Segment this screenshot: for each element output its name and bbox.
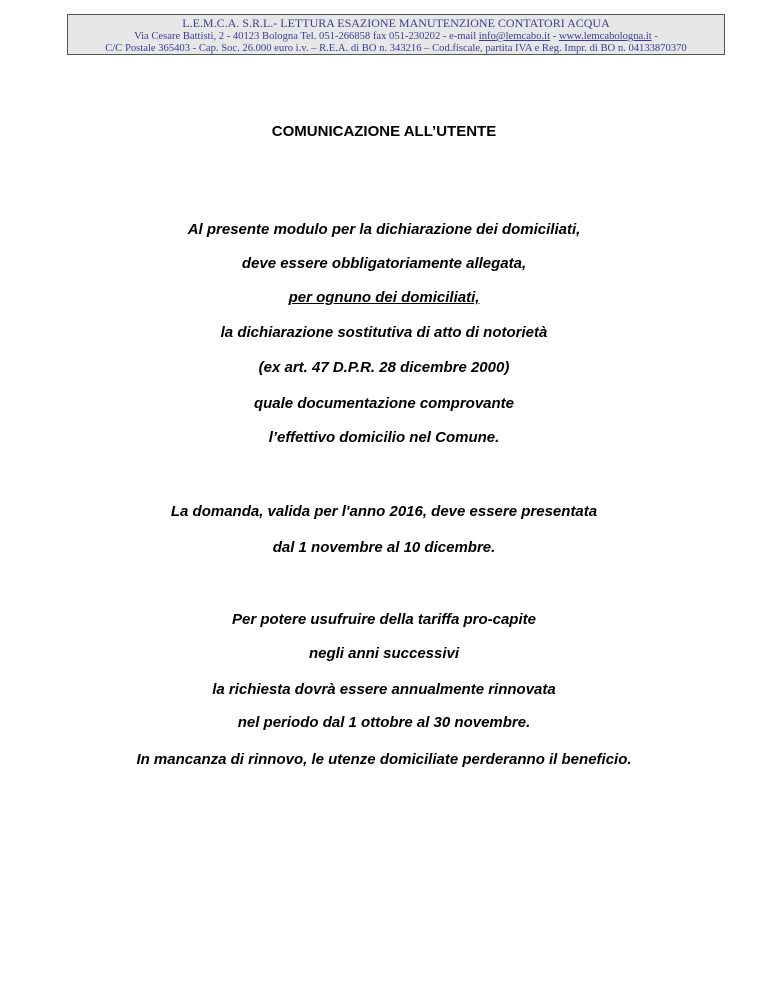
company-registry: C/C Postale 365403 - Cap. Soc. 26.000 euro i.v. – R.E.A. di BO n. 343216 – Cod.fiscale, partita IVA e Reg. Impr. di BO n. 04133870370 bbox=[105, 43, 687, 54]
renewal-line: In mancanza di rinnovo, le utenze domiciliate perderanno il beneficio. bbox=[136, 751, 632, 768]
underlined-text: per ognuno dei domiciliati, bbox=[288, 289, 480, 306]
letterhead bbox=[67, 14, 725, 55]
address-text: Via Cesare Battisti, 2 - 40123 Bologna Tel. 051-266858 fax 051-230202 - e-mail bbox=[134, 31, 479, 42]
page-title: COMUNICAZIONE ALL’UTENTE bbox=[271, 123, 497, 140]
deadline-line: dal 1 novembre al 10 dicembre. bbox=[272, 539, 496, 556]
notice-line: la dichiarazione sostitutiva di atto di notorietà bbox=[220, 324, 548, 341]
notice-line: quale documentazione comprovante bbox=[253, 395, 515, 412]
notice-line: Al presente modulo per la dichiarazione dei domiciliati, bbox=[187, 221, 581, 238]
notice-line: l’effettivo domicilio nel Comune. bbox=[268, 429, 500, 446]
notice-line: (ex art. 47 D.P.R. 28 dicembre 2000) bbox=[258, 359, 510, 376]
email-link[interactable]: info@lemcabo.it bbox=[478, 31, 551, 42]
website-link[interactable]: www.lemcabologna.it bbox=[558, 31, 652, 42]
notice-line-underlined bbox=[0, 289, 768, 307]
renewal-line: Per potere usufruire della tariffa pro-capite bbox=[232, 611, 536, 628]
renewal-line: la richiesta dovrà essere annualmente rinnovata bbox=[212, 681, 556, 698]
company-address bbox=[68, 31, 724, 43]
separator: - bbox=[550, 31, 559, 42]
renewal-line: negli anni successivi bbox=[308, 645, 460, 662]
notice-line: deve essere obbligatoriamente allegata, bbox=[241, 255, 527, 272]
deadline-line: La domanda, valida per l'anno 2016, deve essere presentata bbox=[170, 503, 598, 520]
renewal-line: nel periodo dal 1 ottobre al 30 novembre. bbox=[237, 714, 531, 731]
trailing-dash: - bbox=[651, 31, 658, 42]
company-name: L.E.M.C.A. S.R.L.- LETTURA ESAZIONE MANUTENZIONE CONTATORI ACQUA bbox=[182, 16, 610, 30]
